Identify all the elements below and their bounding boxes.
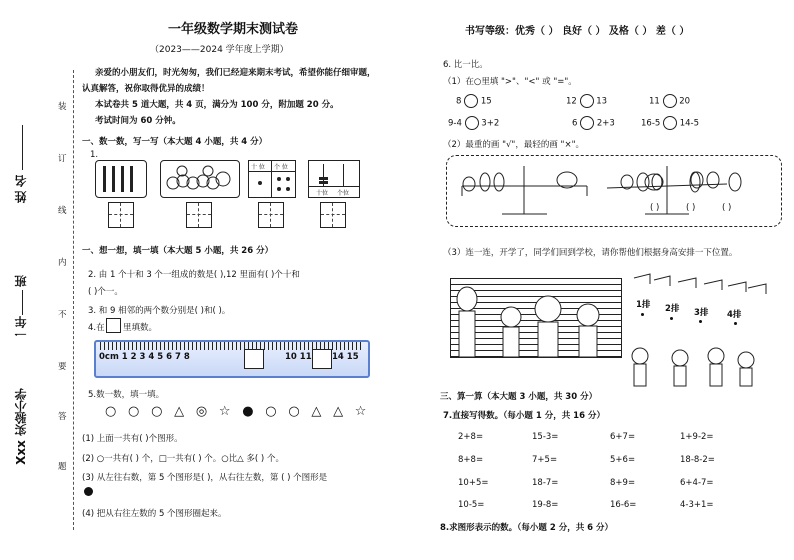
ones-label: 个 位: [274, 164, 288, 171]
place-value-table: [248, 160, 296, 198]
school-label: Xxx 实验小学: [14, 388, 28, 465]
ruler-answer-box[interactable]: [244, 349, 264, 369]
calc-item: 16-6=: [610, 500, 637, 510]
seal-char: 不: [58, 310, 67, 320]
calc-item: 10-5=: [458, 500, 485, 510]
q3-text: 3. 和 9 相邻的两个数分别是( )和( )。: [88, 306, 231, 316]
compare-circle[interactable]: [580, 94, 594, 108]
answer-box[interactable]: [108, 202, 134, 228]
calc-item: 15-3=: [532, 432, 559, 442]
name-label: 姓 名: [14, 175, 28, 204]
shape-item: ○: [128, 404, 140, 419]
calc-item: 8+9=: [610, 478, 636, 488]
compare-circle[interactable]: [464, 94, 478, 108]
compare-item: 16-5 14-5: [641, 116, 699, 130]
calc-item: 7+5=: [532, 455, 558, 465]
intro-line-3: 本试卷共 5 道大题，共 4 页，满分为 100 分，附加题 20 分。: [95, 100, 339, 110]
q2-text-cont: ( )个一。: [88, 287, 123, 297]
calc-item: 8+8=: [458, 455, 484, 465]
intro-line-2: 认真解答，祝你取得优异的成绩！: [82, 84, 210, 94]
answer-box[interactable]: [186, 202, 212, 228]
q2-text: 2. 由 1 个十和 3 个一组成的数是( ),12 里面有( )个十和: [88, 270, 300, 280]
answer-paren[interactable]: ( ): [650, 203, 660, 213]
ruler-numbers-mid: 10 11: [285, 352, 312, 362]
q4-text-cont: 里填数。: [123, 323, 158, 333]
answer-box[interactable]: [320, 202, 346, 228]
animal-row: [640, 170, 770, 195]
shape-item: ●: [242, 404, 254, 419]
term-line: （2023——2024 学年度上学期）: [150, 45, 289, 55]
compare-circle[interactable]: [580, 116, 594, 130]
q1-number: 1.: [90, 150, 99, 160]
seal-char: 线: [58, 206, 67, 216]
q4-text: 4.在: [88, 323, 105, 333]
q5-text: 5.数一数，填一填。: [88, 390, 165, 400]
name-line: [22, 125, 23, 170]
dot: [699, 320, 702, 323]
calc-item: 19-8=: [532, 500, 559, 510]
ruler-answer-box[interactable]: [312, 349, 332, 369]
students-picture: [450, 278, 622, 358]
row-label: 4排: [727, 310, 742, 320]
fill-box-icon: [106, 318, 121, 333]
dot: [641, 313, 644, 316]
dot: [734, 322, 737, 325]
caterpillar-picture: [160, 160, 240, 198]
seal-char: 题: [58, 462, 67, 472]
dot: [670, 317, 673, 320]
seal-char: 订: [58, 154, 67, 164]
calc-item: 10+5=: [458, 478, 489, 488]
shape-item: ○: [265, 404, 277, 419]
ruler-numbers-end: 14 15: [332, 352, 359, 362]
row-label: 1排: [636, 300, 651, 310]
q5-sub4: (4) 把从右往左数的 5 个图形圈起来。: [82, 509, 227, 519]
class-label: 班: [14, 275, 28, 287]
tens-label: 十 位: [251, 164, 265, 171]
q5-sub3: (3) 从左往右数，第 5 个图形是( )，从右往左数，第 ( ) 个图形是: [82, 473, 328, 483]
answer-box[interactable]: [258, 202, 284, 228]
shape-row: [105, 404, 375, 419]
q5-sub1: (1) 上面一共有( )个图形。: [82, 434, 183, 444]
q8-title: 8.求图形表示的数。（每小题 2 分，共 6 分）: [440, 523, 614, 533]
calc-item: 6+7=: [610, 432, 636, 442]
shape-item: ○: [288, 404, 300, 419]
shape-item: ◎: [195, 404, 208, 419]
compare-item: 6 2+3: [572, 116, 615, 130]
q6-title: 6. 比一比。: [443, 60, 488, 70]
grade-label: 一年: [14, 316, 28, 340]
q7-title: 7.直接写得数。（每小题 1 分，共 16 分）: [443, 411, 605, 421]
sticks-picture: [95, 160, 147, 198]
seal-line: [73, 70, 74, 530]
kids-picture: [628, 336, 778, 388]
calc-item: 6+4-7=: [680, 478, 714, 488]
shape-item: ○: [151, 404, 163, 419]
ruler-numbers: 0cm 1 2 3 4 5 6 7 8: [99, 352, 190, 362]
compare-item: 11 20: [649, 94, 690, 108]
counter-tens-label: 十位: [316, 190, 329, 197]
seal-char: 要: [58, 362, 67, 372]
shape-item: ☆: [354, 404, 367, 419]
calc-item: 18-8-2=: [680, 455, 715, 465]
q6-sub3: （3）连一连，开学了，同学们回到学校，请你帮他们根据身高安排一下位置。: [443, 248, 738, 258]
intro-line-1: 亲爱的小朋友们，时光匆匆，我们已经迎来期末考试，希望你能仔细审题，: [95, 68, 376, 78]
compare-circle[interactable]: [465, 116, 479, 130]
compare-item: 12 13: [566, 94, 607, 108]
counter-picture: [308, 160, 360, 198]
compare-item: 9-4 3+2: [448, 116, 499, 130]
calc-item: 5+6=: [610, 455, 636, 465]
q6-sub1: （1）在○里填 ">"、"<" 或 "="。: [443, 77, 577, 87]
counter-ones-label: 个位: [337, 190, 350, 197]
compare-circle[interactable]: [663, 94, 677, 108]
compare-item: 8 15: [456, 94, 492, 108]
shape-item: △: [311, 404, 322, 419]
answer-paren[interactable]: ( ): [686, 203, 696, 213]
seal-char: 装: [58, 102, 67, 112]
class-line: [22, 290, 23, 315]
section1-title: 一、数一数，写一写（本大题 4 小题，共 4 分）: [82, 137, 268, 147]
section2-title: 一、想一想，填一填（本大题 5 小题，共 26 分）: [82, 246, 274, 256]
calc-item: 18-7=: [532, 478, 559, 488]
seal-char: 内: [58, 258, 67, 268]
compare-circle[interactable]: [663, 116, 677, 130]
ruler: [94, 340, 370, 378]
shape-item: △: [333, 404, 344, 419]
calc-item: 1+9-2=: [680, 432, 714, 442]
page-title: 一年级数学期末测试卷: [168, 22, 299, 37]
grading-line: 书写等级：优秀（ ） 良好（ ） 及格（ ） 差（ ）: [465, 26, 690, 37]
filled-circle-icon: [84, 487, 93, 496]
seal-char: 答: [58, 412, 67, 422]
desks-picture: [630, 272, 780, 302]
calc-item: 2+8=: [458, 432, 484, 442]
row-label: 2排: [665, 304, 680, 314]
shape-item: ○: [105, 404, 117, 419]
q6-sub2: （2）最重的画 "√"，最轻的画 "×"。: [443, 140, 584, 150]
row-label: 3排: [694, 308, 709, 318]
intro-line-4: 考试时间为 60 分钟。: [95, 116, 181, 126]
q5-sub2: (2) ○一共有( ) 个，□一共有( ) 个。○比△ 多( ) 个。: [82, 454, 284, 464]
shape-item: △: [174, 404, 185, 419]
answer-paren[interactable]: ( ): [722, 203, 732, 213]
shape-item: ☆: [218, 404, 231, 419]
section3-title: 三、算一算（本大题 3 小题，共 30 分）: [440, 392, 598, 402]
calc-item: 4-3+1=: [680, 500, 714, 510]
